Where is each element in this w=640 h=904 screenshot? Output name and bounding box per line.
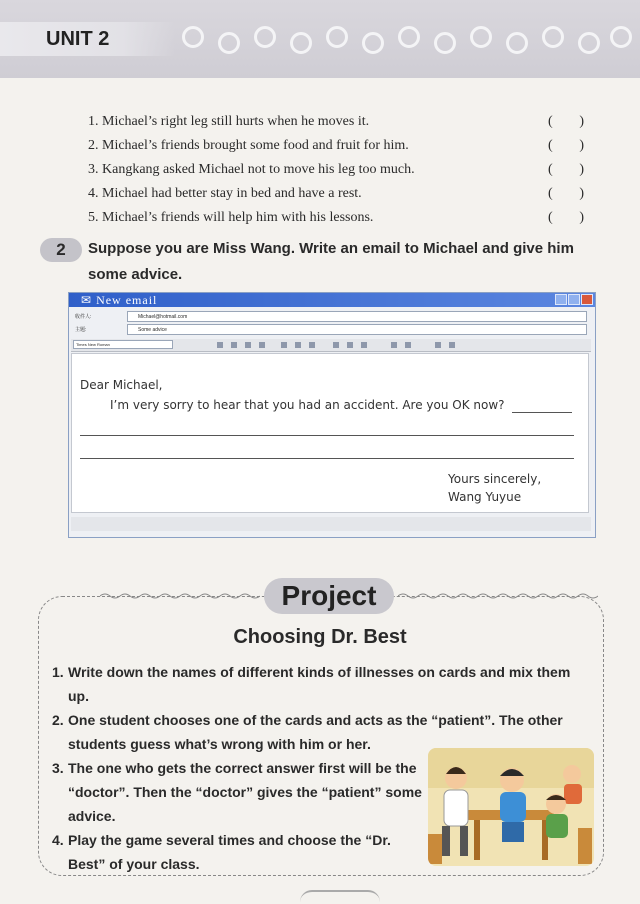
- list-icon[interactable]: [333, 342, 339, 348]
- answer-blank[interactable]: [548, 182, 584, 206]
- list-item: [52, 660, 592, 708]
- window-title: New email: [96, 293, 158, 307]
- paren-close: ): [579, 138, 584, 153]
- ring-icon: [506, 32, 528, 54]
- statement-text: 4. Michael had better stay in bed and have a rest.: [88, 186, 362, 201]
- doctor-patient-illustration: [428, 748, 594, 866]
- paren-open: (: [548, 114, 553, 129]
- list-item: [88, 158, 598, 182]
- decorative-rings: [180, 22, 640, 56]
- italic-icon[interactable]: [231, 342, 237, 348]
- body-line: I’m very sorry to hear that you had an accident. Are you OK now?: [110, 398, 505, 412]
- writing-line: [512, 412, 572, 413]
- status-bar: [71, 517, 591, 531]
- statement-text: 5. Michael’s friends will help him with his lessons.: [88, 210, 374, 225]
- subject-label: 主题:: [75, 327, 87, 333]
- ring-icon: [254, 26, 276, 48]
- emoji-icon[interactable]: [435, 342, 441, 348]
- align-right-icon[interactable]: [309, 342, 315, 348]
- signature: Wang Yuyue: [448, 490, 522, 504]
- to-label: 收件人:: [75, 314, 92, 320]
- insert-icon[interactable]: [449, 342, 455, 348]
- step-text: The one who gets the correct answer first will be the “doctor”. Then the “doctor” gives the “patient” some advice.: [68, 760, 422, 824]
- answer-blank[interactable]: [548, 110, 584, 134]
- minimize-icon[interactable]: [555, 294, 567, 305]
- task-number-badge: 2: [40, 238, 82, 262]
- subject-row: [73, 324, 589, 336]
- ring-icon: [578, 32, 600, 54]
- email-body[interactable]: [71, 353, 589, 513]
- writing-line: [80, 435, 574, 436]
- step-text: One student chooses one of the cards and acts as the “patient”. The other students guess what’s wrong with him or her.: [68, 712, 563, 752]
- answer-blank[interactable]: [548, 158, 584, 182]
- statement-text: 3. Kangkang asked Michael not to move his leg too much.: [88, 162, 415, 177]
- task-instruction: Suppose you are Miss Wang. Write an email to Michael and give him some advice.: [88, 240, 574, 283]
- subject-field[interactable]: Some advice: [127, 324, 587, 335]
- ring-icon: [542, 26, 564, 48]
- greeting: Dear Michael,: [80, 378, 163, 392]
- list-item: [52, 828, 428, 876]
- bold-icon[interactable]: [217, 342, 223, 348]
- mail-icon: ✉: [81, 293, 97, 307]
- to-row: [73, 311, 589, 323]
- paren-open: (: [548, 210, 553, 225]
- list-item: [52, 756, 428, 828]
- ring-icon: [434, 32, 456, 54]
- align-center-icon[interactable]: [295, 342, 301, 348]
- writing-line: [80, 458, 574, 459]
- closing: Yours sincerely,: [448, 472, 542, 486]
- page-footer-arc: [300, 890, 380, 902]
- align-left-icon[interactable]: [281, 342, 287, 348]
- ring-icon: [362, 32, 384, 54]
- ring-icon: [470, 26, 492, 48]
- list-item: [88, 110, 598, 134]
- ring-icon: [398, 26, 420, 48]
- email-title-bar: [69, 293, 595, 307]
- answer-blank[interactable]: [548, 134, 584, 158]
- project-label: Project: [264, 578, 394, 614]
- underline-icon[interactable]: [245, 342, 251, 348]
- to-field[interactable]: Michael@hotmail.com: [127, 311, 587, 322]
- list-item: [88, 134, 598, 158]
- answer-blank[interactable]: [548, 206, 584, 230]
- format-toolbar: [71, 339, 591, 352]
- step-number: 1.: [52, 664, 64, 680]
- step-number: 3.: [52, 760, 64, 776]
- outdent-icon[interactable]: [361, 342, 367, 348]
- close-icon[interactable]: [581, 294, 593, 305]
- paren-close: ): [579, 114, 584, 129]
- email-window: [68, 292, 596, 538]
- font-color-icon[interactable]: [259, 342, 265, 348]
- project-title: Choosing Dr. Best: [233, 626, 407, 648]
- font-select[interactable]: Times New Roman: [73, 340, 173, 349]
- list-item: [88, 206, 598, 230]
- paren-open: (: [548, 162, 553, 177]
- ring-icon: [290, 32, 312, 54]
- statement-text: 2. Michael’s friends brought some food and fruit for him.: [88, 138, 409, 153]
- ring-icon: [326, 26, 348, 48]
- step-number: 2.: [52, 712, 64, 728]
- step-text: Play the game several times and choose the “Dr. Best” of your class.: [68, 832, 391, 872]
- ring-icon: [610, 26, 632, 48]
- statement-text: 1. Michael’s right leg still hurts when he moves it.: [88, 114, 370, 129]
- true-false-list: [88, 110, 598, 230]
- link-icon[interactable]: [391, 342, 397, 348]
- window-controls: [555, 294, 593, 305]
- maximize-icon[interactable]: [568, 294, 580, 305]
- paren-open: (: [548, 138, 553, 153]
- image-icon[interactable]: [405, 342, 411, 348]
- paren-open: (: [548, 186, 553, 201]
- step-number: 4.: [52, 832, 64, 848]
- paren-close: ): [579, 186, 584, 201]
- paren-close: ): [579, 210, 584, 225]
- list-item: [88, 182, 598, 206]
- step-text: Write down the names of different kinds of illnesses on cards and mix them up.: [68, 664, 571, 704]
- ring-icon: [182, 26, 204, 48]
- indent-icon[interactable]: [347, 342, 353, 348]
- unit-header-band: [0, 0, 640, 78]
- ring-icon: [218, 32, 240, 54]
- paren-close: ): [579, 162, 584, 177]
- unit-label: UNIT 2: [0, 22, 175, 56]
